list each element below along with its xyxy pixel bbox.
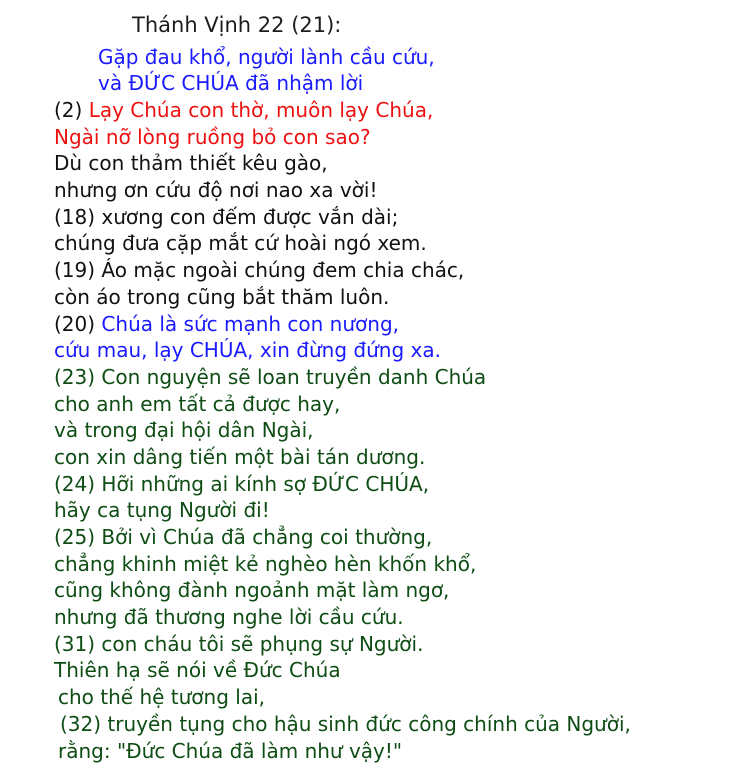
psalm-verses bbox=[54, 97, 631, 764]
verse-line: Thiên hạ sẽ nói về Đức Chúa bbox=[54, 657, 631, 684]
verse-line: rằng: "Đức Chúa đã làm như vậy!" bbox=[54, 738, 631, 764]
verse-line: hãy ca tụng Người đi! bbox=[54, 497, 631, 524]
psalm-response bbox=[98, 44, 435, 96]
verse-line bbox=[54, 97, 631, 124]
psalm-title: Thánh Vịnh 22 (21): bbox=[132, 12, 341, 38]
verse-line bbox=[54, 311, 631, 338]
verse-line: (23) Con nguyện sẽ loan truyền danh Chúa bbox=[54, 364, 631, 391]
verse-line: chẳng khinh miệt kẻ nghèo hèn khốn khổ, bbox=[54, 551, 631, 578]
verse-line: (19) Áo mặc ngoài chúng đem chia chác, bbox=[54, 257, 631, 284]
verse-line: chúng đưa cặp mắt cứ hoài ngó xem. bbox=[54, 230, 631, 257]
verse-line: nhưng đã thương nghe lời cầu cứu. bbox=[54, 604, 631, 631]
verse-line: (18) xương con đếm được vắn dài; bbox=[54, 204, 631, 231]
verse-text: Lạy Chúa con thờ, muôn lạy Chúa, bbox=[89, 98, 434, 122]
verse-line: (25) Bởi vì Chúa đã chẳng coi thường, bbox=[54, 524, 631, 551]
verse-line: còn áo trong cũng bắt thăm luôn. bbox=[54, 284, 631, 311]
verse-number: (2) bbox=[54, 98, 89, 122]
verse-line: (24) Hỡi những ai kính sợ ĐỨC CHÚA, bbox=[54, 471, 631, 498]
response-line: và ĐỨC CHÚA đã nhậm lời bbox=[98, 70, 435, 96]
verse-line: (31) con cháu tôi sẽ phụng sự Người. bbox=[54, 631, 631, 658]
verse-line: (32) truyền tụng cho hậu sinh đức công chính của Người, bbox=[54, 711, 631, 738]
verse-line: Ngài nỡ lòng ruồng bỏ con sao? bbox=[54, 124, 631, 151]
response-line: Gặp đau khổ, người lành cầu cứu, bbox=[98, 44, 435, 70]
verse-text: Chúa là sức mạnh con nương, bbox=[101, 312, 399, 336]
verse-line: cho thế hệ tương lai, bbox=[54, 684, 631, 711]
verse-number: (20) bbox=[54, 312, 101, 336]
verse-line: cho anh em tất cả được hay, bbox=[54, 391, 631, 418]
verse-line: nhưng ơn cứu độ nơi nao xa vời! bbox=[54, 177, 631, 204]
verse-line: cứu mau, lạy CHÚA, xin đừng đứng xa. bbox=[54, 337, 631, 364]
verse-line: và trong đại hội dân Ngài, bbox=[54, 417, 631, 444]
verse-line: con xin dâng tiến một bài tán dương. bbox=[54, 444, 631, 471]
verse-line: Dù con thảm thiết kêu gào, bbox=[54, 150, 631, 177]
verse-line: cũng không đành ngoảnh mặt làm ngơ, bbox=[54, 577, 631, 604]
